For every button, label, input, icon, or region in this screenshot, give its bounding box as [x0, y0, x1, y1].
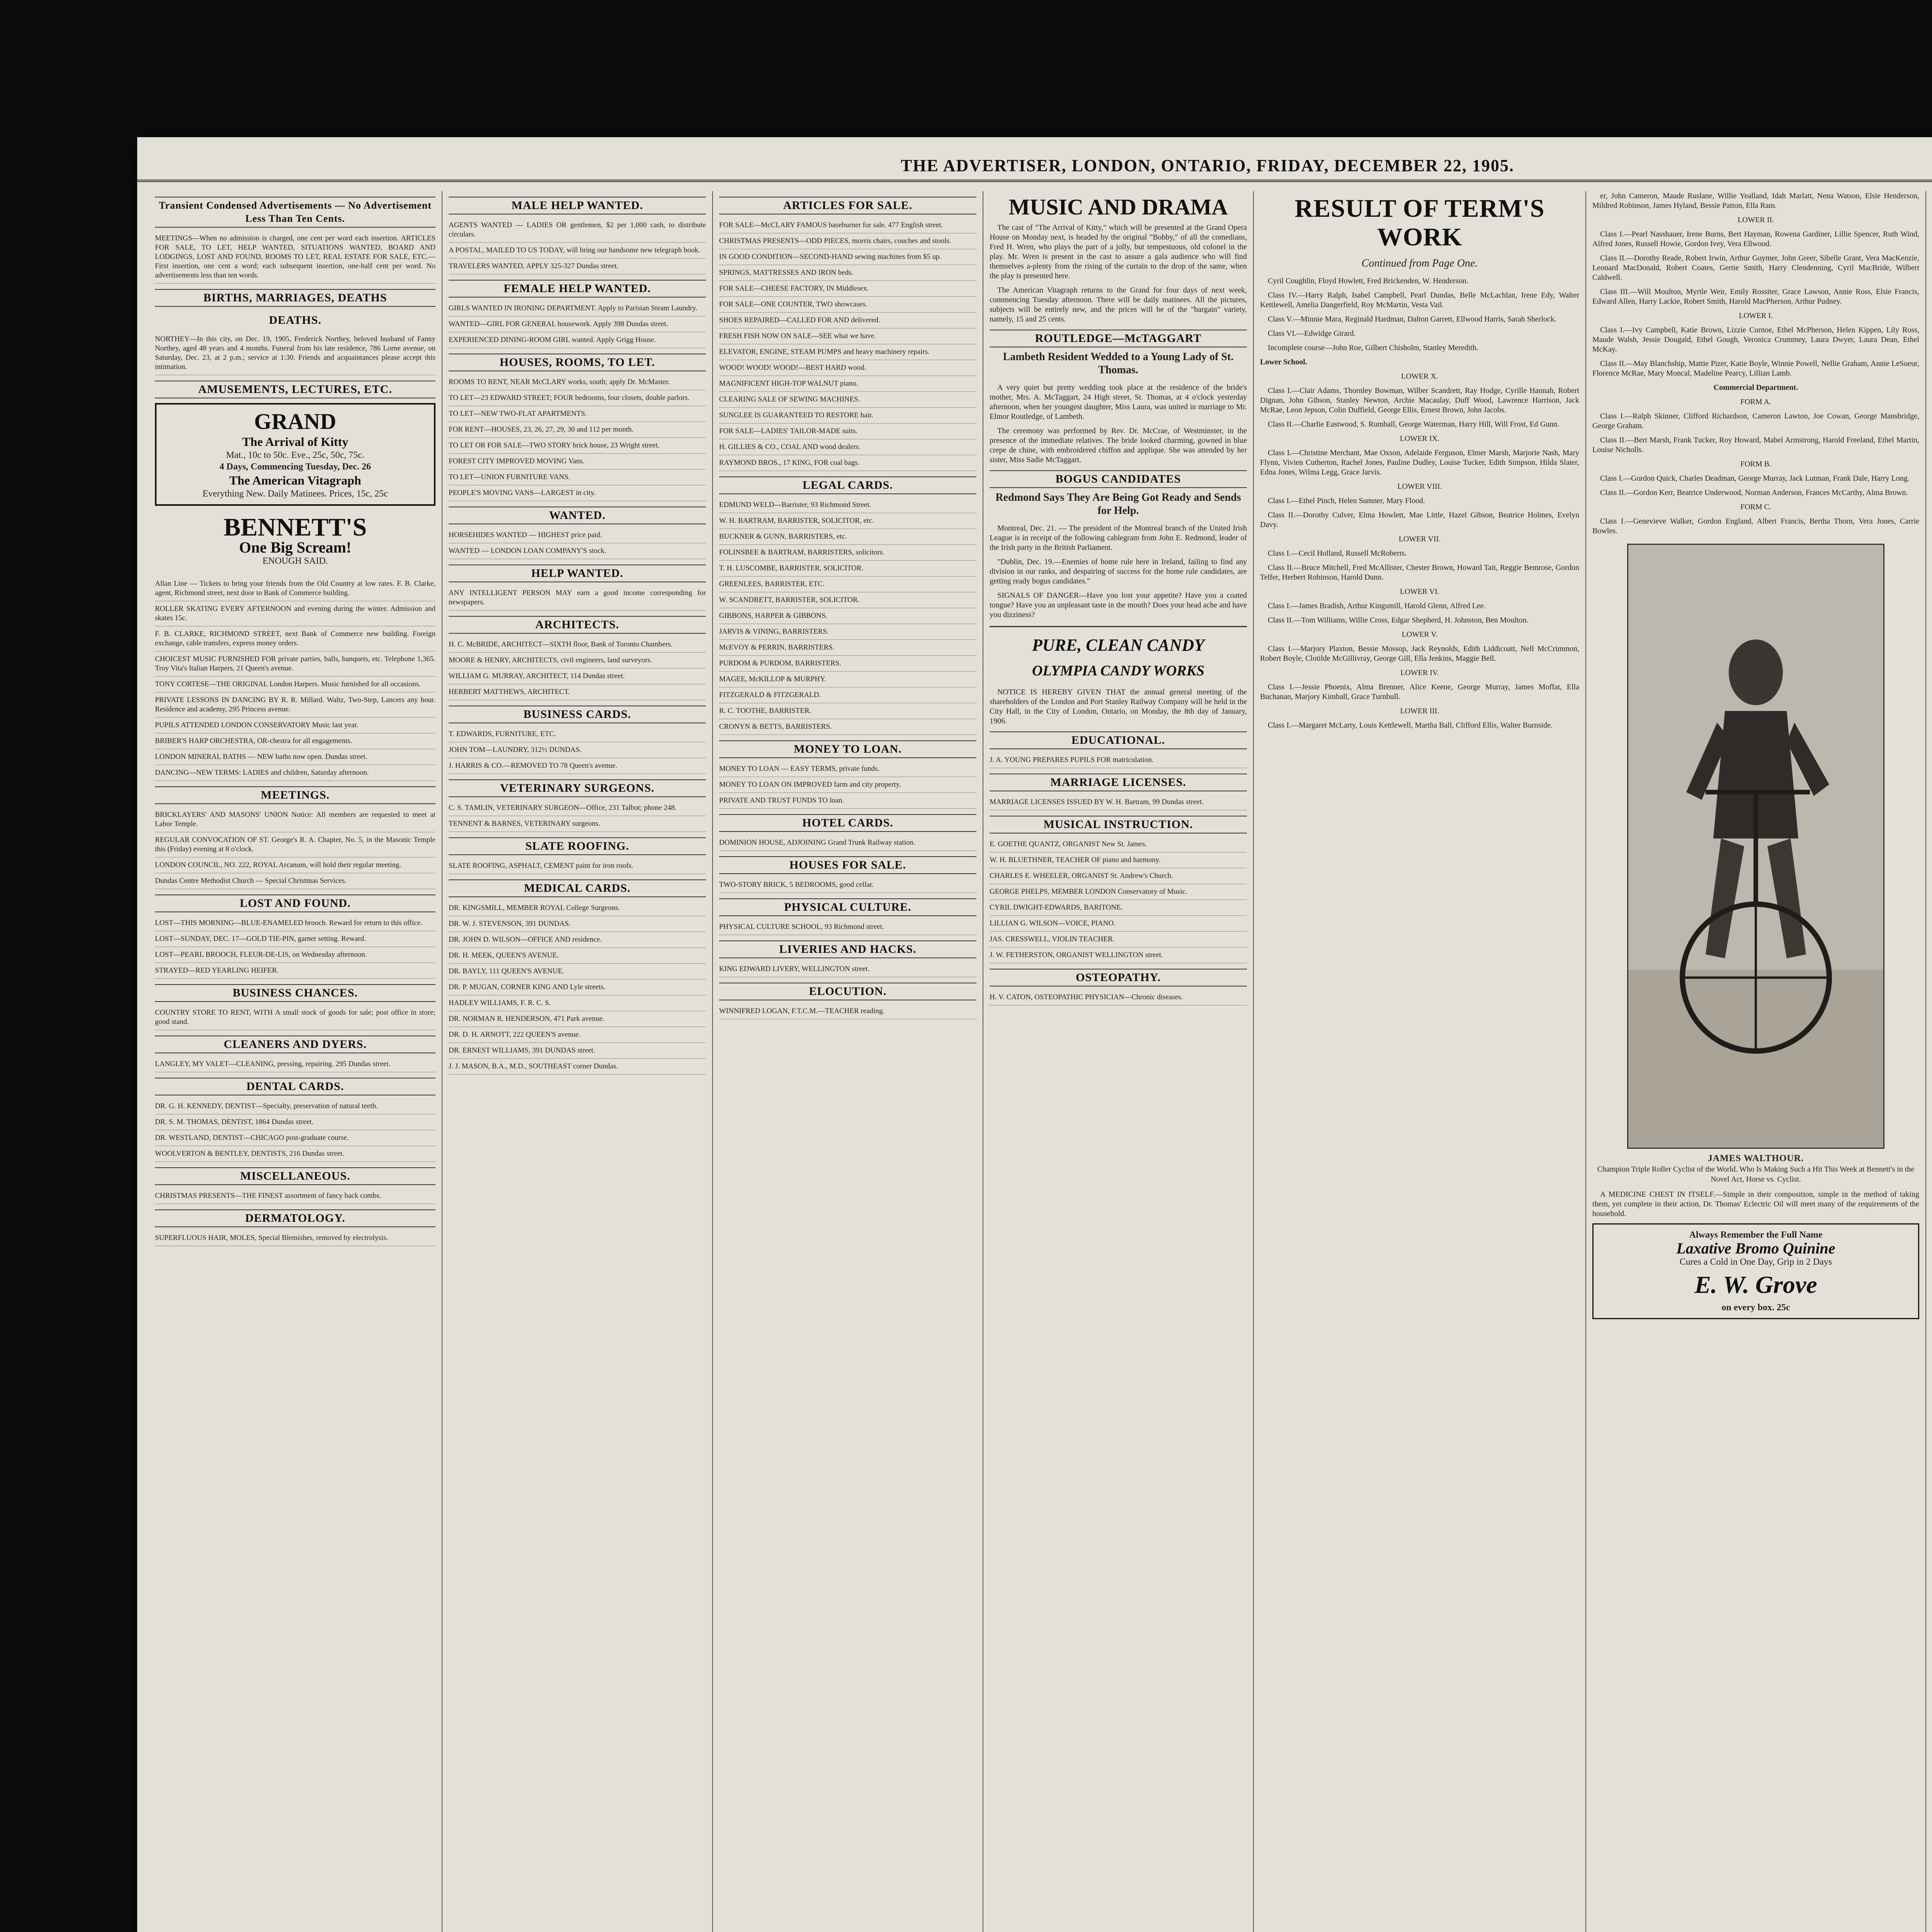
business-chances-heading: BUSINESS CHANCES.	[155, 984, 435, 1002]
architect-card: H. C. McBRIDE, ARCHITECT—SIXTH floor, Bank of Toronto Chambers.	[449, 637, 706, 653]
results-form: FORM C.	[1740, 503, 1772, 511]
results-section: Lower School.	[1260, 358, 1307, 366]
results-line: Class II.—Gordon Kerr, Beatrice Underwood, Norman Anderson, Frances McCarthy, Alma Brown.	[1600, 488, 1908, 497]
amusements-heading: AMUSEMENTS, LECTURES, ETC.	[155, 381, 435, 398]
grand-theatre-ad	[155, 403, 435, 506]
cyclist-illustration	[1628, 545, 1883, 1148]
misc-ad: CHRISTMAS PRESENTS—THE FINEST assortment of fancy back combs.	[155, 1188, 435, 1204]
classified-ad: F. B. CLARKE, RICHMOND STREET, next Bank of Commerce new building. Foreign exchange, cable transfers, express money orders.	[155, 626, 435, 651]
legal-card: McEVOY & PERRIN, BARRISTERS.	[719, 640, 976, 656]
osteopathy-ad: H. V. CATON, OSTEOPATHIC PHYSICIAN—Chronic diseases.	[990, 990, 1247, 1005]
death-notice: NORTHEY—In this city, on Dec. 19, 1905, Frederick Northey, beloved husband of Fanny Northey, aged 48 years and 4 months. Funeral from his late residence, 786 Lorne avenue, on Saturday, Dec. 23, at 2 p.m.; service at 1:30. Friends and acquaintances please accept this intimation.	[155, 332, 435, 375]
births-heading: BIRTHS, MARRIAGES, DEATHS	[155, 289, 435, 307]
loan-ad: PRIVATE AND TRUST FUNDS TO loan.	[719, 793, 976, 809]
house-ad: ROOMS TO RENT, NEAR McCLARY works, south; apply Dr. McMaster.	[449, 374, 706, 390]
medical-card: J. J. MASON, B.A., M.D., SOUTHEAST corner Dundas.	[449, 1059, 706, 1075]
article-paragraph: Montreal, Dec. 21. — The president of the Montreal branch of the United Irish League is in receipt of the following cablegram from John E. Redmond, leader of the Irish party in the British Parliament.	[990, 524, 1247, 552]
physical-culture-heading: PHYSICAL CULTURE.	[719, 898, 976, 916]
medical-card: DR. KINGSMILL, MEMBER ROYAL College Surgeons.	[449, 900, 706, 916]
results-line: Class II.—Bruce Mitchell, Fred McAllister, Chester Brown, Howard Tait, Reggie Bemrose, Gordon Telfer, Herbert Robinson, Harold Dunn.	[1260, 563, 1579, 582]
candy-headline: PURE, CLEAN CANDY	[1032, 636, 1205, 655]
article-paragraph: "Dublin, Dec. 19.—Enemies of home rule here in Ireland, failing to find any division in our ranks, and despairing of success for the home rule candidates, are getting ready bogus candidates."	[990, 558, 1247, 585]
results-form: LOWER V.	[1401, 630, 1438, 639]
legal-card: R. C. TOOTHE, BARRISTER.	[719, 703, 976, 719]
medical-card: DR. ERNEST WILLIAMS, 391 DUNDAS street.	[449, 1043, 706, 1059]
house-ad: PEOPLE'S MOVING VANS—LARGEST in city.	[449, 485, 706, 501]
results-form: LOWER I.	[1739, 311, 1773, 320]
results-line: Incomplete course—John Roe, Gilbert Chisholm, Stanley Meredith.	[1268, 344, 1478, 352]
results-line: Class II.—Charlie Eastwood, S. Rumball, George Waterman, Harry Hill, Will Frost, Ed Gunn.	[1268, 420, 1560, 429]
bogus-candidates-subhead: Redmond Says They Are Being Got Ready and Sends for Help.	[995, 492, 1241, 517]
veterinary-heading: VETERINARY SURGEONS.	[449, 779, 706, 797]
results-line: Class II.—Dorothy Reade, Robert Irwin, Arthur Guymer, John Greer, Sibelle Grant, Vera MacKenzie, Leonard MacDonald, Robert Coates, Gertie Smith, Harry Clendenning, Cyril MacBride, Wilbert Caldwell.	[1592, 254, 1919, 282]
legal-card: MAGEE, McKILLOP & MURPHY.	[719, 672, 976, 687]
wanted-ad: HORSEHIDES WANTED — HIGHEST price paid.	[449, 527, 706, 543]
business-card: T. EDWARDS, FURNITURE, ETC.	[449, 726, 706, 742]
results-form: LOWER II.	[1737, 216, 1774, 224]
wedding-subhead: Lambeth Resident Wedded to a Young Lady of St. Thomas.	[1003, 351, 1234, 376]
newspaper-page	[137, 137, 1932, 1932]
dermatology-ad: SUPERFLUOUS HAIR, MOLES, Special Blemishes, removed by electrolysis.	[155, 1230, 435, 1246]
osteopathy-heading: OSTEOPATHY.	[990, 969, 1247, 986]
legal-card: T. H. LUSCOMBE, BARRISTER, SOLICITOR.	[719, 561, 976, 577]
house-ad: TO LET—UNION FURNITURE VANS.	[449, 469, 706, 485]
music-teacher-ad: E. GOETHE QUANTZ, ORGANIST New St. James.	[990, 837, 1247, 852]
liveries-heading: LIVERIES AND HACKS.	[719, 940, 976, 958]
dental-card: DR. G. H. KENNEDY, DENTIST—Specialty, preservation of natural teeth.	[155, 1099, 435, 1114]
photo-name: JAMES WALTHOUR.	[1708, 1153, 1804, 1163]
results-form: LOWER VI.	[1400, 587, 1439, 596]
male-help-ad: AGENTS WANTED — LADIES OR gentlemen, $2 per 1,000 cash, to distribute circulars.	[449, 218, 706, 243]
wedding-headline: ROUTLEDGE—McTAGGART	[990, 330, 1247, 347]
signals-of-danger-ad: SIGNALS OF DANGER—Have you lost your appetite? Have you a coated tongue? Have you an unpleasant taste in the mouth? Does your head ache and have you dizziness?	[990, 591, 1247, 619]
article-ad: WOOD! WOOD! WOOD!—BEST HARD wood.	[719, 360, 976, 376]
results-section: Commercial Department.	[1713, 383, 1798, 392]
article-ad: SPRINGS, MATTRESSES AND IRON beds.	[719, 265, 976, 281]
bromo-name: Laxative Bromo Quinine	[1676, 1240, 1835, 1257]
articles-for-sale-heading: ARTICLES FOR SALE.	[719, 197, 976, 214]
grand-run: 4 Days, Commencing Tuesday, Dec. 26	[219, 462, 371, 472]
results-line: Class I.—Clair Adams, Thornley Bowman, Wilber Scandrett, Ray Hodge, Cyrille Hannah, Robert Dignan, John Gibson, Stanley Newton, Archie Macaulay, Duff Wood, Lawrence Harrison, Jack McRae, Leon Jepson, Colin Duffield, George Ellis, Ernest Brown, John Jacobs.	[1260, 386, 1579, 414]
meeting-notice: LONDON COUNCIL, NO. 222, ROYAL Arcanum, will hold their regular meeting.	[155, 857, 435, 873]
money-to-loan-heading: MONEY TO LOAN.	[719, 740, 976, 758]
architect-card: HERBERT MATTHEWS, ARCHITECT.	[449, 684, 706, 700]
legal-card: CRONYN & BETTS, BARRISTERS.	[719, 719, 976, 735]
loan-ad: MONEY TO LOAN ON IMPROVED farm and city property.	[719, 777, 976, 793]
medical-card: DR. D. H. ARNOTT, 222 QUEEN'S avenue.	[449, 1027, 706, 1043]
lost-notice: LOST—PEARL BROOCH, FLEUR-DE-LIS, on Wednesday afternoon.	[155, 947, 435, 963]
architect-card: WILLIAM G. MURRAY, ARCHITECT, 114 Dundas street.	[449, 668, 706, 684]
article-paragraph: The ceremony was performed by Rev. Dr. McCrae, of Westminster, in the presence of the immediate relatives. The bride looked charming, gowned in blue crepe de chine, with embroidered chiffon and applique. She was attended by her sister, Miss Sadie McTaggart.	[990, 427, 1247, 464]
deaths-heading: DEATHS.	[269, 314, 321, 327]
classified-ad: LONDON MINERAL BATHS — NEW baths now open. Dundas street.	[155, 749, 435, 765]
results-form: LOWER VIII.	[1397, 482, 1442, 491]
classified-ad: ROLLER SKATING EVERY AFTERNOON and evening during the winter. Admission and skates 15c.	[155, 601, 435, 626]
music-teacher-ad: JAS. CRESSWELL, VIOLIN TEACHER.	[990, 932, 1247, 947]
results-line: Class II.—Tom Williams, Willie Cross, Edgar Shepherd, H. Johnston, Ben Moulton.	[1268, 616, 1529, 624]
results-line: Class II.—Bert Marsh, Frank Tucker, Roy Howard, Mabel Armstrong, Harold Freeland, Ethel Martin, Louise Nicholls.	[1592, 436, 1919, 454]
meeting-notice: REGULAR CONVOCATION OF ST. George's R. A. Chapter, No. 5, in the Masonic Temple this (Friday) evening at 8 o'clock.	[155, 832, 435, 857]
bennetts-name: BENNETT'S	[223, 513, 367, 541]
column-4-news	[983, 191, 1254, 1932]
house-sale-ad: TWO-STORY BRICK, 5 BEDROOMS, good cellar.	[719, 877, 976, 893]
help-wanted-heading: HELP WANTED.	[449, 565, 706, 582]
legal-card: EDMUND WELD—Barrister, 93 Richmond Street.	[719, 497, 976, 513]
legal-card: FITZGERALD & FITZGERALD.	[719, 687, 976, 703]
medicine-chest-ad: A MEDICINE CHEST IN ITSELF.—Simple in their composition, simple in the method of taking them, yet complete in their action, Dr. Thomas' Eclectric Oil will meet many of the requirements of the household.	[1592, 1190, 1919, 1218]
educational-ad: J. A. YOUNG PREPARES PUPILS FOR matriculation.	[990, 752, 1247, 768]
lost-notice: LOST—THIS MORNING—BLUE-ENAMELED brooch. Reward for return to this office.	[155, 915, 435, 931]
dermatology-heading: DERMATOLOGY.	[155, 1209, 435, 1227]
lost-found-heading: LOST AND FOUND.	[155, 895, 435, 912]
slate-roofing-heading: SLATE ROOFING.	[449, 837, 706, 855]
article-paragraph: A very quiet but pretty wedding took place at the residence of the bride's mother, Mrs. A. McTaggart, 24 High street, St. Thomas, at 4 o'clock yesterday afternoon, when her youngest daughter, Miss Laura, was united in marriage to Mr. Elmor Routledge, of Lambeth.	[990, 383, 1247, 421]
architect-card: MOORE & HENRY, ARCHITECTS, civil engineers, land surveyors.	[449, 653, 706, 668]
help-wanted-ad: ANY INTELLIGENT PERSON MAY earn a good income corresponding for newspapers.	[449, 585, 706, 611]
results-form: LOWER X.	[1401, 372, 1438, 381]
music-teacher-ad: W. H. BLUETHNER, TEACHER OF piano and harmony.	[990, 852, 1247, 868]
continued-note: Continued from Page One.	[1361, 257, 1478, 269]
male-help-ad: TRAVELERS WANTED, APPLY 325-327 Dundas street.	[449, 259, 706, 274]
grand-play: The Arrival of Kitty	[242, 435, 349, 449]
educational-heading: EDUCATIONAL.	[990, 731, 1247, 749]
bennetts-tag: One Big Scream!	[239, 539, 352, 556]
article-ad: CLEARING SALE OF SEWING MACHINES.	[719, 392, 976, 408]
hotel-card: DOMINION HOUSE, ADJOINING Grand Trunk Railway station.	[719, 835, 976, 851]
grand-name: GRAND	[254, 409, 337, 434]
medical-card: DR. BAYLY, 111 QUEEN'S AVENUE.	[449, 964, 706, 980]
column-7-news	[1926, 191, 1932, 1932]
article-ad: CHRISTMAS PRESENTS—ODD PIECES, morris chairs, couches and stools.	[719, 233, 976, 249]
results-line: Class I.—Pearl Nasshauer, Irene Burns, Bert Hayman, Rowena Gardiner, Lillie Spencer, Ruth Wind, Alfred Jones, Russell Howie, Gordon Ivey, Vera Ellwood.	[1592, 230, 1919, 248]
shareholders-notice: NOTICE IS HEREBY GIVEN THAT the annual general meeting of the shareholders of the London and Port Stanley Railway Company will be held in the City Hall, in the City of London, Ontario, on Monday, the 8th day of January, 1906.	[990, 688, 1247, 725]
results-form: LOWER VII.	[1398, 535, 1441, 543]
marriage-licenses-heading: MARRIAGE LICENSES.	[990, 774, 1247, 791]
architects-heading: ARCHITECTS.	[449, 616, 706, 634]
legal-card: PURDOM & PURDOM, BARRISTERS.	[719, 656, 976, 672]
bromo-line1: Always Remember the Full Name	[1689, 1230, 1823, 1240]
column-1-classifieds	[149, 191, 442, 1932]
masthead	[137, 153, 1932, 182]
misc-heading: MISCELLANEOUS.	[155, 1167, 435, 1185]
article-paragraph: The cast of "The Arrival of Kitty," which will be presented at the Grand Opera House on Monday next, is headed by the original "Bobby," of all the comedians, Fred H. Wren, who plays the part of a jolly, but tempestuous, old colonel in the play. Mr. Wren is present in the cast to assure a gala audience who will find themselves a-plenty from the rising of the curtain to the drop of the same, when the play is presented here.	[990, 223, 1247, 280]
musical-instruction-heading: MUSICAL INSTRUCTION.	[990, 816, 1247, 833]
medical-card: DR. W. J. STEVENSON, 391 DUNDAS.	[449, 916, 706, 932]
grand-prices: Mat., 10c to 50c. Eve., 25c, 50c, 75c.	[226, 450, 364, 460]
bennetts-sub: ENOUGH SAID.	[262, 556, 328, 566]
results-line: Class I.—Ethel Pinch, Helen Sumner, Mary Flood.	[1268, 497, 1425, 505]
business-cards-heading: BUSINESS CARDS.	[449, 706, 706, 723]
legal-card: JARVIS & VINING, BARRISTERS.	[719, 624, 976, 640]
meeting-notice: Dundas Centre Methodist Church — Special Christmas Services.	[155, 873, 435, 889]
article-ad: MAGNIFICENT HIGH-TOP WALNUT piano.	[719, 376, 976, 392]
results-line: Class I.—Christine Merchant, Mae Oxson, Adelaide Ferguson, Elmer Marsh, Marjorie Nash, Mary Flynn, Vivien Cutherton, Rachel Jones, Pauline Dudley, Louise Tucker, Edith Simpson, Hilda Slater, Edna Jones, Wilma Legg, Grace Jarvis.	[1260, 449, 1579, 476]
classified-ad: CHOICEST MUSIC FURNISHED FOR private parties, balls, banquets, etc. Telephone 1,365. Troy Vita's Italian Harpers, 21 Queen's avenue.	[155, 651, 435, 677]
hotel-cards-heading: HOTEL CARDS.	[719, 814, 976, 832]
results-line: Class I.—Gordon Quick, Charles Deadman, George Murray, Jack Lutman, Frank Dale, Harry Long.	[1600, 474, 1910, 483]
grand-vitagraph-prices: Everything New. Daily Matinees. Prices, 15c, 25c	[202, 489, 388, 499]
houses-to-let-heading: HOUSES, ROOMS, TO LET.	[449, 354, 706, 371]
veterinary-card: C. S. TAMLIN, VETERINARY SURGEON—Office, 231 Talbot; phone 248.	[449, 800, 706, 816]
music-teacher-ad: GEORGE PHELPS, MEMBER LONDON Conservatory of Music.	[990, 884, 1247, 900]
bennetts-ad	[155, 510, 435, 571]
male-help-ad: A POSTAL, MAILED TO US TODAY, will bring our handsome new telegraph book.	[449, 243, 706, 259]
house-ad: FOR RENT—HOUSES, 23, 26, 27, 29, 30 and 112 per month.	[449, 422, 706, 438]
article-ad: RAYMOND BROS., 17 KING, FOR coal bags.	[719, 455, 976, 471]
female-help-ad: WANTED—GIRL FOR GENERAL housework. Apply 398 Dundas street.	[449, 316, 706, 332]
bogus-candidates-headline: BOGUS CANDIDATES	[990, 470, 1247, 488]
medical-card: HADLEY WILLIAMS, F. R. C. S.	[449, 995, 706, 1011]
legal-card: W. H. BARTRAM, BARRISTER, SOLICITOR, etc.	[719, 513, 976, 529]
elocution-ad: WINNIFRED LOGAN, F.T.C.M.—TEACHER reading.	[719, 1003, 976, 1019]
lost-notice: LOST—SUNDAY, DEC. 17—GOLD TIE-PIN, garnet setting. Reward.	[155, 931, 435, 947]
cleaners-ad: LANGLEY, MY VALET—CLEANING, pressing, repairing. 295 Dundas street.	[155, 1056, 435, 1072]
female-help-ad: EXPERIENCED DINING-ROOM GIRL wanted. Apply Grigg House.	[449, 332, 706, 348]
music-teacher-ad: J. W. FETHERSTON, ORGANIST WELLINGTON street.	[990, 947, 1247, 963]
results-form: FORM A.	[1740, 398, 1772, 406]
veterinary-card: TENNENT & BARNES, VETERINARY surgeons.	[449, 816, 706, 832]
term-results-headline: RESULT OF TERM'S WORK	[1294, 194, 1545, 251]
physical-culture-ad: PHYSICAL CULTURE SCHOOL, 93 Richmond street.	[719, 919, 976, 935]
article-ad: FOR SALE—ONE COUNTER, TWO showcases.	[719, 297, 976, 313]
dental-card: DR. WESTLAND, DENTIST—CHICAGO post-graduate course.	[155, 1130, 435, 1146]
loan-ad: MONEY TO LOAN — EASY TERMS, private funds.	[719, 761, 976, 777]
results-line: Class I.—Marjory Plaxton, Bessie Mossop, Jack Reynolds, Edith Liddicoatt, Nell McCrimmon, Robert Boyle, Clotilde McGillivray, George Gill, Ella Jenkins, Maggie Bell.	[1260, 645, 1579, 663]
article-ad: H. GILLIES & CO., COAL AND wood dealers.	[719, 439, 976, 455]
house-ad: TO LET OR FOR SALE—TWO STORY brick house, 23 Wright street.	[449, 438, 706, 454]
male-help-heading: MALE HELP WANTED.	[449, 197, 706, 214]
column-6-results	[1586, 191, 1926, 1932]
article-ad: FOR SALE—McCLARY FAMOUS baseburner for sale. 477 English street.	[719, 218, 976, 233]
article-ad: SHOES REPAIRED—CALLED FOR AND delivered.	[719, 313, 976, 328]
dental-heading: DENTAL CARDS.	[155, 1078, 435, 1095]
results-form: LOWER III.	[1400, 707, 1439, 715]
elocution-heading: ELOCUTION.	[719, 983, 976, 1000]
house-ad: FOREST CITY IMPROVED MOVING Vans.	[449, 454, 706, 469]
results-line: Class I.—Ivy Campbell, Katie Brown, Lizzie Curnoe, Ethel McPherson, Helen Kippen, Lily Ross, Maude Walsh, Jessie Dougald, Ethel Gough, Veronica Crummey, Laura Dwyer, Laura Dean, Ethel McKay.	[1592, 326, 1919, 354]
legal-card: GIBBONS, HARPER & GIBBONS.	[719, 608, 976, 624]
article-ad: ELEVATOR, ENGINE, STEAM PUMPS and heavy machinery repairs.	[719, 344, 976, 360]
column-3-classifieds	[713, 191, 983, 1932]
grand-vitagraph: The American Vitagraph	[229, 473, 361, 487]
grove-signature: E. W. Grove	[1694, 1271, 1817, 1298]
business-chance: COUNTRY STORE TO RENT, WITH A small stock of goods for sale; post office in store; good stand.	[155, 1005, 435, 1030]
music-teacher-ad: CYRIL DWIGHT-EDWARDS, BARITONE.	[990, 900, 1247, 916]
article-paragraph: The American Vitagraph returns to the Grand for four days of next week, commencing Tuesday afternoon. There will be daily matinees. All the pictures, subjects will be entirely new, and the prices will be of the "bargain" variety, namely, 15 and 25 cents.	[990, 286, 1247, 323]
transient-rates: MEETINGS—When no admission is charged, one cent per word each insertion. ARTICLES FOR SALE, TO LET, HELP WANTED, SITUATIONS WANTED, BOARD AND LODGINGS, LOST AND FOUND, ROOMS TO LET, REAL ESTATE FOR SALE, ETC.—First insertion, one cent a word; each subsequent insertion, one-half cent per word. No advertisements less than ten words.	[155, 231, 435, 284]
female-help-ad: GIRLS WANTED IN IRONING DEPARTMENT. Apply to Parisian Steam Laundry.	[449, 301, 706, 316]
results-form: LOWER IX.	[1400, 434, 1440, 443]
music-teacher-ad: LILLIAN G. WILSON—VOICE, PIANO.	[990, 916, 1247, 932]
results-line: Class I.—Ralph Skinner, Clifford Richardson, Cameron Lawton, Joe Cowan, George Mansbridge, George Graham.	[1592, 412, 1919, 430]
candy-works: OLYMPIA CANDY WORKS	[1032, 663, 1205, 679]
houses-for-sale-heading: HOUSES FOR SALE.	[719, 856, 976, 874]
article-ad: IN GOOD CONDITION—SECOND-HAND sewing machines from $5 up.	[719, 249, 976, 265]
medical-card: DR. H. MEEK, QUEEN'S AVENUE.	[449, 948, 706, 964]
legal-card: W. SCANDRETT, BARRISTER, SOLICITOR.	[719, 592, 976, 608]
medical-card: DR. P. MUGAN, CORNER KING AND Lyle streets.	[449, 980, 706, 995]
results-line: Class VI.—Edwidge Girard.	[1268, 329, 1356, 338]
photo-caption	[1592, 1153, 1919, 1184]
livery-ad: KING EDWARD LIVERY, WELLINGTON street.	[719, 961, 976, 977]
article-ad: FOR SALE—LADIES' TAILOR-MADE suits.	[719, 423, 976, 439]
meeting-notice: BRICKLAYERS' AND MASONS' UNION Notice: All members are requested to meet at Labor Temple.	[155, 807, 435, 832]
medical-card: DR. JOHN D. WILSON—OFFICE AND residence.	[449, 932, 706, 948]
classified-ad: DANCING—NEW TERMS: LADIES and children, Saturday afternoon.	[155, 765, 435, 781]
music-teacher-ad: CHARLES E. WHEELER, ORGANIST St. Andrew's Church.	[990, 868, 1247, 884]
dental-card: DR. S. M. THOMAS, DENTIST, 1864 Dundas street.	[155, 1114, 435, 1130]
classified-ad: PRIVATE LESSONS IN DANCING BY R. R. Millard. Waltz, Two-Step, Lancers any hour. Residence and academy, 295 Princess avenue.	[155, 692, 435, 718]
lost-notice: STRAYED—RED YEARLING HEIFER.	[155, 963, 435, 979]
classified-ad: BRIBER'S HARP ORCHESTRA, OR-chestra for all engagements.	[155, 733, 435, 749]
photo-caption-text: Champion Triple Roller Cyclist of the World. Who Is Making Such a Hit This Week at Bennett's in the Novel Act, Horse vs. Cyclist.	[1597, 1165, 1915, 1184]
slate-roofing-ad: SLATE ROOFING, ASPHALT, CEMENT paint for iron roofs.	[449, 858, 706, 874]
house-ad: TO LET—NEW TWO-FLAT APARTMENTS.	[449, 406, 706, 422]
music-drama-headline: MUSIC AND DRAMA	[1009, 194, 1228, 219]
legal-cards-heading: LEGAL CARDS.	[719, 476, 976, 494]
cyclist-photo	[1627, 544, 1884, 1149]
classified-ad: PUPILS ATTENDED LONDON CONSERVATORY Music last year.	[155, 718, 435, 733]
results-line: Class I.—James Bradish, Arthur Kingsmill, Harold Glenn, Alfred Lee.	[1268, 602, 1486, 610]
results-form: FORM B.	[1740, 460, 1772, 468]
divider	[990, 626, 1247, 627]
results-line: Class II.—Dorothy Culver, Elma Howlett, Mae Little, Hazel Gibson, Beatrice Holmes, Evelyn Davy.	[1260, 511, 1579, 529]
article-ad: SUNGLEE IS GUARANTEED TO RESTORE hair.	[719, 408, 976, 423]
article-ad: FOR SALE—CHEESE FACTORY, IN Middlesex.	[719, 281, 976, 297]
medical-card: DR. NORMAN R. HENDERSON, 471 Park avenue.	[449, 1011, 706, 1027]
wanted-heading: WANTED.	[449, 507, 706, 524]
transient-heading: Transient Condensed Advertisements — No Advertisement Less Than Ten Cents.	[155, 197, 435, 228]
results-line: Class IV.—Harry Ralph, Isabel Campbell, Pearl Dundas, Belle McLachlan, Irene Edy, Walter Kettlewell, Amelia Dangerfield, Roy McMartin, Vesta Vail.	[1260, 291, 1579, 309]
article-ad: FRESH FISH NOW ON SALE—SEE what we have.	[719, 328, 976, 344]
cleaners-heading: CLEANERS AND DYERS.	[155, 1036, 435, 1053]
masthead-title: THE ADVERTISER, LONDON, ONTARIO, FRIDAY, DECEMBER 22, 1905.	[901, 156, 1514, 175]
legal-card: BUCKNER & GUNN, BARRISTERS, etc.	[719, 529, 976, 545]
dental-card: WOOLVERTON & BENTLEY, DENTISTS, 216 Dundas street.	[155, 1146, 435, 1162]
results-line: Class III.—Will Moulton, Myrtle Weir, Emily Rossiter, Grace Lawson, Annie Ross, Elsie Francis, Edward Allen, Harry Lackie, Robert Smith, Harold MacPherson, Arthur Pudney.	[1592, 287, 1919, 306]
house-ad: TO LET—23 EDWARD STREET; FOUR bedrooms, four closets, double parlors.	[449, 390, 706, 406]
results-line: Class V.—Minnie Mara, Reginald Hardman, Dalton Garrett, Ellwood Harris, Sarah Sherlock.	[1268, 315, 1556, 323]
results-line: Class I.—Cecil Holland, Russell McRoberts.	[1268, 549, 1407, 558]
marriage-license-ad: MARRIAGE LICENSES ISSUED BY W. H. Bartram, 99 Dundas street.	[990, 794, 1247, 810]
results-line: Class I.—Genevieve Walker, Gordon England, Albert Francis, Bertha Thorn, Vera Jones, Carrie Bowles.	[1592, 517, 1919, 535]
female-help-heading: FEMALE HELP WANTED.	[449, 280, 706, 298]
results-line: er, John Cameron, Maude Ruslane, Willie Yealland, Idah Marlatt, Nena Watson, Elsie Henderson, Mildred Robinson, James Hyland, Bessie Patton, Ella Ram.	[1592, 192, 1919, 210]
meetings-heading: MEETINGS.	[155, 786, 435, 804]
column-2-classifieds	[442, 191, 713, 1932]
results-line: Class II.—May Blanchship, Mattie Pizer, Katie Boyle, Winnie Powell, Nellie Graham, Annie LeSueur, Florence McRae, Mary Moncal, Madeline Pearcy, Lillian Lamb.	[1592, 359, 1919, 378]
classified-ad: TONY CORTESE—THE ORIGINAL London Harpers. Music furnished for all occasions.	[155, 677, 435, 692]
medical-cards-heading: MEDICAL CARDS.	[449, 879, 706, 897]
classified-ad: Allan Line — Tickets to bring your friends from the Old Country at low rates. F. B. Clarke, agent, Richmond street, next door to Bank of Commerce building.	[155, 576, 435, 601]
business-card: JOHN TOM—LAUNDRY, 312½ DUNDAS.	[449, 742, 706, 758]
bromo-quinine-ad	[1592, 1223, 1919, 1319]
column-5-results	[1254, 191, 1586, 1932]
business-card: J. HARRIS & CO.—REMOVED TO 78 Queen's avenue.	[449, 758, 706, 774]
wanted-ad: WANTED — LONDON LOAN COMPANY'S stock.	[449, 543, 706, 559]
results-line: Class I.—Jessie Phoenix, Alma Brenner, Alice Keene, George Murray, James Moffat, Ella Buchanan, Marjory Kimball, Grace Turnbull.	[1260, 683, 1579, 701]
legal-card: FOLINSBEE & BARTRAM, BARRISTERS, solicitors.	[719, 545, 976, 561]
results-line: Class I.—Margaret McLarty, Louis Kettlewell, Martha Ball, Clifford Ellis, Walter Burnside.	[1268, 721, 1553, 730]
bromo-price: on every box. 25c	[1721, 1303, 1790, 1313]
legal-card: GREENLEES, BARRISTER, ETC.	[719, 577, 976, 592]
bromo-line2: Cures a Cold in One Day, Grip in 2 Days	[1679, 1257, 1832, 1267]
results-form: LOWER IV.	[1400, 668, 1439, 677]
results-line: Cyril Coughlin, Floyd Howlett, Fred Brickenden, W. Henderson.	[1268, 277, 1468, 285]
